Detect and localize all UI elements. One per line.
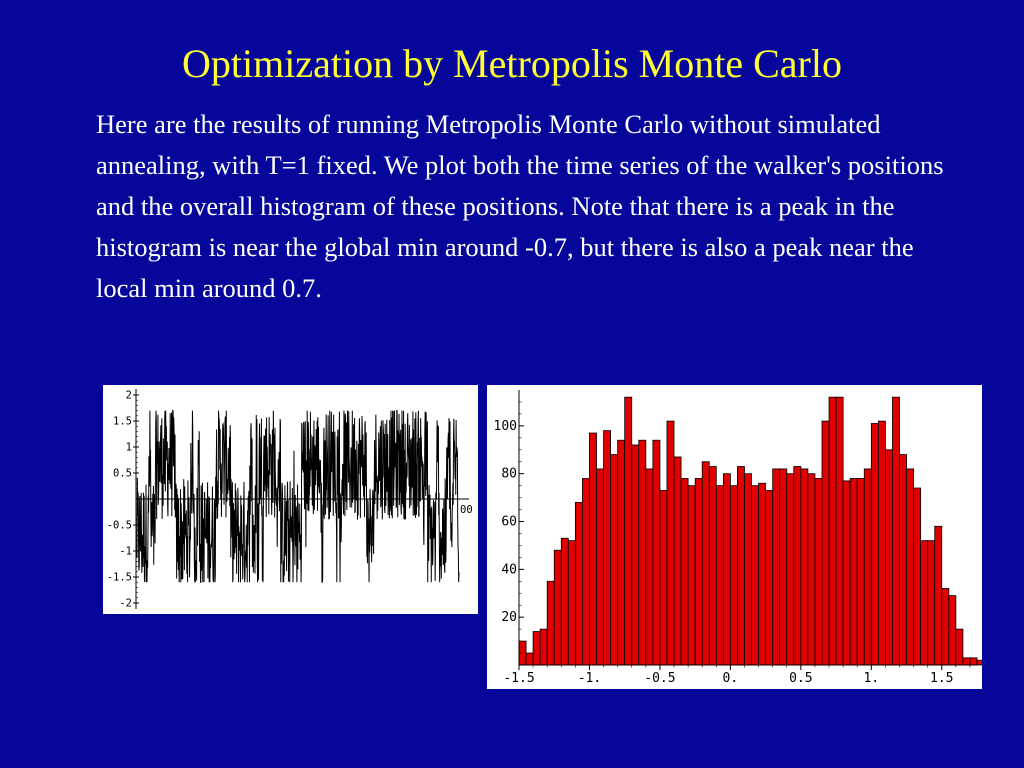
histogram-bar [611, 455, 618, 665]
histogram-bar [871, 423, 878, 665]
histogram-bar [660, 490, 667, 665]
histogram-bar [907, 469, 914, 665]
histogram-bar [892, 397, 899, 665]
histogram-bar [808, 474, 815, 665]
y-tick-label: 100 [493, 418, 517, 434]
histogram-bar [794, 467, 801, 665]
histogram-bar [928, 541, 935, 665]
time-series-chart [103, 385, 478, 614]
histogram-bar [949, 596, 956, 665]
histogram-bar [667, 421, 674, 665]
y-tick-label: -1.5 [106, 571, 132, 584]
histogram-bar [688, 486, 695, 665]
time-series-line [137, 411, 459, 583]
y-tick-label: 60 [501, 514, 517, 530]
histogram-bar [702, 462, 709, 665]
histogram-bar [914, 488, 921, 665]
histogram-bar [526, 653, 533, 665]
histogram-bar [681, 478, 688, 665]
histogram-bar [575, 502, 582, 665]
y-tick-label: 2 [125, 389, 132, 402]
y-tick-label: 1.5 [113, 415, 132, 428]
histogram-bar [568, 541, 575, 665]
histogram-chart [487, 385, 982, 689]
x-tick-label: -1.5 [503, 671, 535, 686]
x-tick-label: -1. [577, 671, 602, 686]
histogram-bar [766, 490, 773, 665]
histogram-bar [709, 467, 716, 665]
body-text: Here are the results of running Metropolis Monte Carlo without simulated annealing, with T=1 fixed. We plot both the time series of the walker's positions and the overall histogram of these positions. Note that there is a peak in the histogram is near the global min around -0.7, but there is also a peak near the local min around 0.7. [96, 109, 944, 303]
histogram-panel [487, 385, 982, 689]
y-tick-label: 20 [501, 610, 517, 626]
histogram-bar [716, 486, 723, 665]
y-tick-label: 0.5 [113, 467, 132, 480]
histogram-bar [604, 431, 611, 665]
x-tick-label: 0.5 [789, 671, 813, 686]
histogram-bar [540, 629, 547, 665]
histogram-bar [843, 481, 850, 665]
y-tick-label: -1 [119, 545, 132, 558]
histogram-bar [857, 478, 864, 665]
histogram-bar [639, 440, 646, 665]
histogram-bar [885, 450, 892, 665]
slide-title: Optimization by Metropolis Monte Carlo [182, 41, 842, 86]
y-tick-label: -0.5 [106, 519, 132, 532]
histogram-bar [963, 658, 970, 665]
time-series-panel [103, 385, 478, 614]
histogram-bar [737, 467, 744, 665]
y-tick-label: 40 [501, 562, 517, 578]
histogram-bar [695, 478, 702, 665]
x-tick-label: -0.5 [644, 671, 676, 686]
y-tick-label: 1 [125, 441, 132, 454]
x-tick-label: 00 [460, 504, 473, 516]
histogram-bar [759, 483, 766, 665]
histogram-bar [899, 455, 906, 665]
histogram-bar [780, 469, 787, 665]
histogram-bar [935, 526, 942, 665]
histogram-bar [829, 397, 836, 665]
histogram-bar [744, 474, 751, 665]
histogram-bar [921, 541, 928, 665]
histogram-bar [582, 478, 589, 665]
histogram-bar [547, 581, 554, 665]
histogram-bar [618, 440, 625, 665]
histogram-bar [646, 469, 653, 665]
histogram-bar [942, 588, 949, 665]
histogram-bar [977, 660, 982, 665]
x-tick-label: 0. [722, 671, 739, 686]
histogram-bar [589, 433, 596, 665]
histogram-bar [653, 440, 660, 665]
histogram-bar [787, 474, 794, 665]
histogram-bar [773, 469, 780, 665]
x-tick-label: 1. [863, 671, 880, 686]
histogram-bar [625, 397, 632, 665]
histogram-bar [864, 469, 871, 665]
histogram-bar [815, 478, 822, 665]
histogram-bar [632, 445, 639, 665]
histogram-bar [836, 397, 843, 665]
histogram-bar [597, 469, 604, 665]
x-tick-label: 1.5 [930, 671, 954, 686]
histogram-bar [533, 632, 540, 665]
histogram-bar [674, 457, 681, 665]
histogram-bar [752, 486, 759, 665]
histogram-bar [850, 478, 857, 665]
y-tick-label: 80 [501, 466, 517, 482]
histogram-bar [730, 486, 737, 665]
histogram-bar [822, 421, 829, 665]
y-tick-label: -2 [119, 597, 132, 610]
histogram-bar [801, 469, 808, 665]
histogram-bar [554, 550, 561, 665]
histogram-bar [723, 474, 730, 665]
histogram-bar [970, 658, 977, 665]
histogram-bar [878, 421, 885, 665]
histogram-bar [956, 629, 963, 665]
histogram-bar [561, 538, 568, 665]
